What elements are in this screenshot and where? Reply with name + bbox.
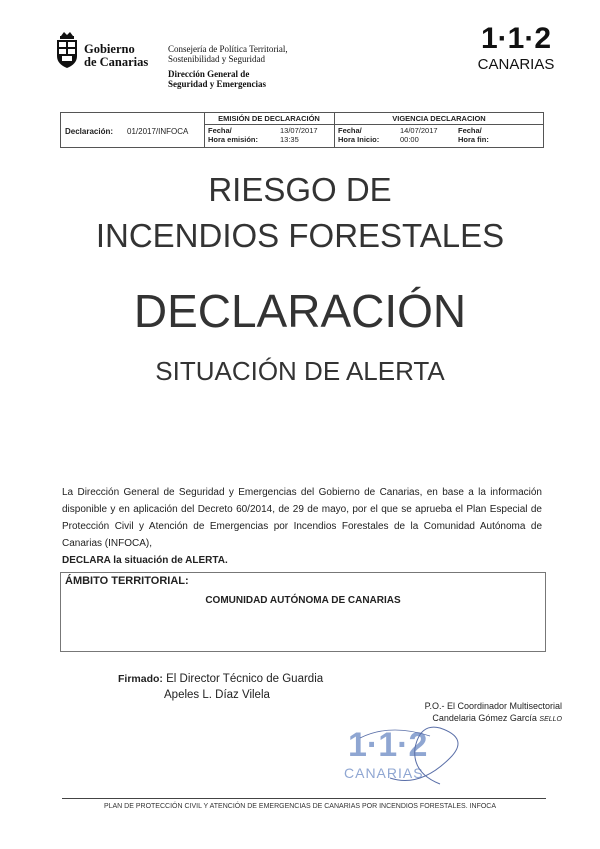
emision-hora-value: 13:35 bbox=[280, 135, 299, 144]
paragraph-text: La Dirección General de Seguridad y Emergencias del Gobierno de Canarias, en base a la información disponible y en aplicación del Decreto 60/2014, de 29 de mayo, por el que se aprueba el Plan Especial de Protección Civil y Atención de Emergencias por Incendios Forestales de la Comunidad Autónoma de Canarias (INFOCA), bbox=[62, 487, 542, 549]
consejeria-line2: Sostenibilidad y Seguridad bbox=[168, 54, 265, 64]
logo-112-region: CANARIAS bbox=[477, 56, 555, 73]
logo-112 bbox=[474, 24, 558, 73]
stamp-region: CANARIAS bbox=[344, 765, 424, 781]
gobierno-line1: Gobierno bbox=[84, 42, 135, 56]
direccion-line2: Seguridad y Emergencias bbox=[168, 79, 266, 89]
footer-text: PLAN DE PROTECCIÓN CIVIL Y ATENCIÓN DE EMERGENCIAS DE CANARIAS POR INCENDIOS FORESTALES. INFOCA bbox=[103, 803, 497, 810]
emision-header: EMISIÓN DE DECLARACIÓN bbox=[204, 114, 334, 125]
vigencia-cell bbox=[334, 113, 544, 147]
declaracion-value: 01/2017/INFOCA bbox=[127, 127, 189, 136]
fin-fecha-label: Fecha/ bbox=[458, 126, 482, 135]
vigencia-header: VIGENCIA DECLARACION bbox=[334, 114, 544, 125]
gobierno-line2: de Canarias bbox=[84, 55, 149, 69]
fin-hora-label: Hora fin: bbox=[458, 135, 489, 144]
consejeria-name bbox=[168, 44, 288, 64]
direccion-general bbox=[168, 69, 266, 89]
firmado-role: El Director Técnico de Guardia bbox=[166, 673, 324, 685]
sello-label: SELLO bbox=[539, 716, 562, 723]
po-name: Candelaria Gómez García bbox=[432, 713, 537, 723]
firmado-label: Firmado: bbox=[118, 673, 163, 685]
po-line: P.O.- El Coordinador Multisectorial bbox=[424, 701, 562, 711]
emision-hora-label: Hora emisión: bbox=[208, 135, 259, 144]
ambito-value: COMUNIDAD AUTÓNOMA DE CANARIAS bbox=[205, 595, 401, 606]
stamp-112-seal bbox=[330, 718, 480, 788]
emision-fecha-label: Fecha/ bbox=[208, 126, 232, 135]
title-situacion: SITUACIÓN DE ALERTA bbox=[155, 356, 445, 386]
ambito-box bbox=[60, 572, 546, 652]
title-incendios: INCENDIOS FORESTALES bbox=[95, 217, 505, 254]
ambito-label: ÁMBITO TERRITORIAL: bbox=[65, 575, 189, 587]
inicio-hora-label: Hora Inicio: bbox=[338, 135, 380, 144]
inicio-hora-value: 00:00 bbox=[400, 135, 419, 144]
inicio-fecha-value: 14/07/2017 bbox=[400, 126, 438, 135]
emision-fecha-value: 13/07/2017 bbox=[280, 126, 318, 135]
consejeria-line1: Consejería de Política Territorial, bbox=[168, 44, 288, 54]
declara-statement: DECLARA la situación de ALERTA. bbox=[62, 555, 228, 566]
declaracion-cell bbox=[61, 113, 205, 147]
title-riesgo: RIESGO DE bbox=[208, 171, 392, 208]
firmado-block bbox=[118, 671, 323, 703]
declaration-paragraph bbox=[62, 484, 542, 569]
footer-divider bbox=[62, 798, 546, 799]
inicio-fecha-label: Fecha/ bbox=[338, 126, 362, 135]
direccion-line1: Dirección General de bbox=[168, 69, 250, 79]
declaracion-label: Declaración: bbox=[65, 127, 114, 136]
declaration-table bbox=[60, 112, 544, 148]
firmado-name: Apeles L. Díaz Vilela bbox=[164, 689, 270, 701]
logo-112-number: 1·1·2 bbox=[480, 22, 552, 55]
stamp-number: 1·1·2 bbox=[348, 726, 428, 764]
gobierno-name bbox=[84, 43, 148, 69]
title-declaracion: DECLARACIÓN bbox=[133, 285, 467, 337]
gobierno-crest-icon bbox=[52, 30, 82, 70]
emision-cell bbox=[204, 113, 335, 147]
